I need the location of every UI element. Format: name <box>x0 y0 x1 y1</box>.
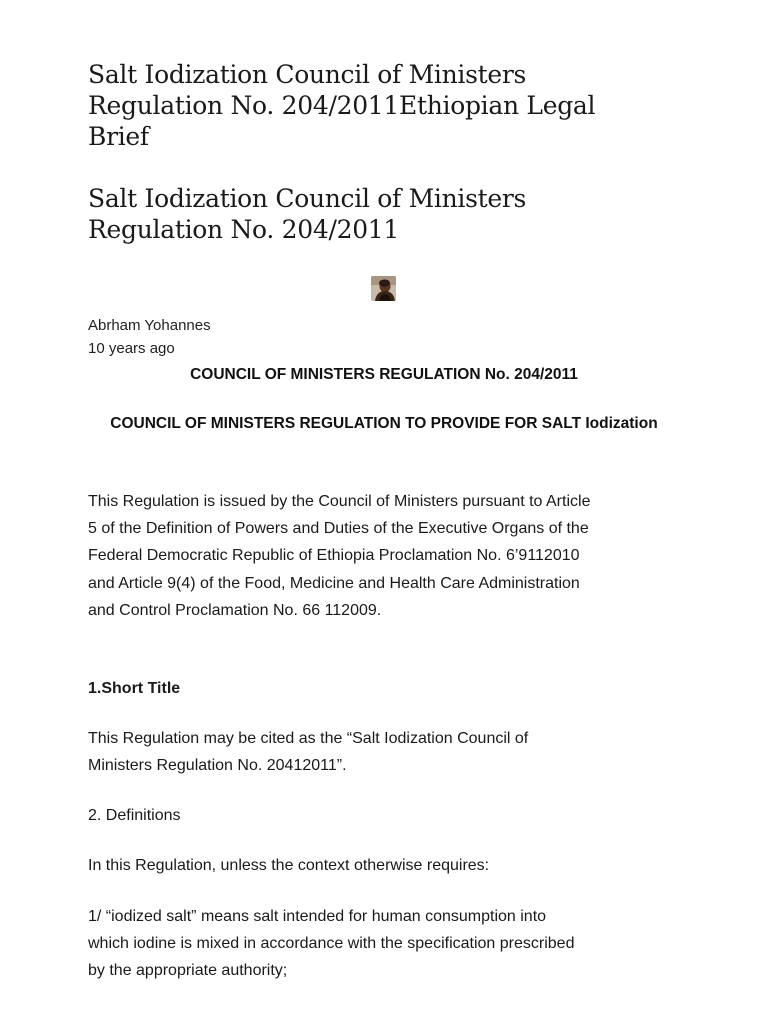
section-heading-definitions: 2. Definitions <box>88 807 181 824</box>
definitions-intro-paragraph: In this Regulation, unless the context otherwise requires: <box>88 857 490 874</box>
regulation-subheading: COUNCIL OF MINISTERS REGULATION TO PROVIDE FOR SALT Iodization <box>110 415 658 432</box>
intro-paragraph: This Regulation is issued by the Council of Ministers pursuant to Article 5 of the Definition of Powers and Duties of the Executive Organs of the Federal Democratic Republic of Ethiopia Proclamation No. 6’9112010 and Article 9(4) of the Food, Medicine and Health Care Administration and Control Proclamation No. 66 112009. <box>88 493 591 619</box>
author-avatar[interactable] <box>371 276 396 301</box>
page-title: Salt Iodization Council of Ministers Regulation No. 204/2011Ethiopian Legal Brief <box>88 60 596 151</box>
author-name[interactable]: Abrham Yohannes <box>88 317 211 334</box>
section-heading-short-title: 1.Short Title <box>88 680 181 697</box>
definition-item: 1/ “iodized salt” means salt intended for human consumption into which iodine is mixed in accordance with the specification prescribed by the appropriate authority; <box>88 908 575 980</box>
avatar-photo-icon <box>371 276 396 301</box>
short-title-paragraph: This Regulation may be cited as the “Salt Iodization Council of Ministers Regulation No. 20412011”. <box>88 730 529 775</box>
regulation-heading: COUNCIL OF MINISTERS REGULATION No. 204/2011 <box>190 366 578 383</box>
article-title: Salt Iodization Council of Ministers Regulation No. 204/2011 <box>88 184 527 244</box>
post-date: 10 years ago <box>88 340 175 357</box>
